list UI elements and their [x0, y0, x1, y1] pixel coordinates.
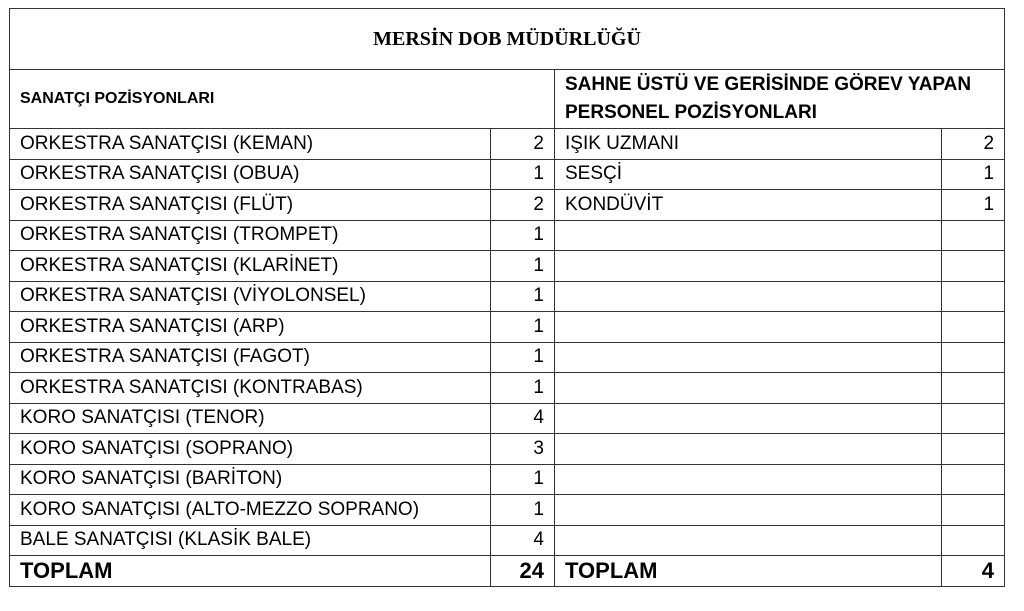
table-row	[10, 464, 1005, 495]
table-row	[10, 373, 1005, 404]
staff-position-label	[555, 495, 942, 526]
stage-staff-positions-header: SAHNE ÜSTÜ VE GERİSİNDE GÖREV YAPAN PERSONEL POZİSYONLARI	[555, 70, 1005, 129]
artist-position-count: 3	[491, 434, 555, 465]
totals-row	[10, 556, 1005, 587]
artist-total-label: TOPLAM	[10, 556, 491, 587]
artist-position-count: 1	[491, 495, 555, 526]
staff-position-count: 1	[942, 159, 1005, 190]
artist-position-count: 1	[491, 281, 555, 312]
staff-position-label	[555, 373, 942, 404]
table-row	[10, 342, 1005, 373]
artist-position-label: ORKESTRA SANATÇISI (FAGOT)	[10, 342, 491, 373]
staff-position-count	[942, 495, 1005, 526]
table-row	[10, 190, 1005, 221]
artist-position-label: ORKESTRA SANATÇISI (KONTRABAS)	[10, 373, 491, 404]
staff-position-count	[942, 281, 1005, 312]
table-title: MERSİN DOB MÜDÜRLÜĞÜ	[10, 9, 1005, 70]
staff-position-label	[555, 220, 942, 251]
artist-position-count: 1	[491, 220, 555, 251]
staff-position-label	[555, 251, 942, 282]
staff-position-count	[942, 373, 1005, 404]
artist-position-count: 4	[491, 525, 555, 556]
staff-position-count	[942, 403, 1005, 434]
artist-position-count: 1	[491, 342, 555, 373]
staff-position-count	[942, 312, 1005, 343]
artist-position-count: 4	[491, 403, 555, 434]
table-row	[10, 281, 1005, 312]
artist-position-count: 1	[491, 312, 555, 343]
staff-position-count: 2	[942, 129, 1005, 160]
positions-table	[9, 8, 1005, 587]
staff-position-count	[942, 220, 1005, 251]
artist-position-label: ORKESTRA SANATÇISI (TROMPET)	[10, 220, 491, 251]
artist-position-count: 1	[491, 251, 555, 282]
staff-total-label: TOPLAM	[555, 556, 942, 587]
staff-position-label	[555, 403, 942, 434]
artist-position-label: BALE SANATÇISI (KLASİK BALE)	[10, 525, 491, 556]
artist-position-count: 1	[491, 464, 555, 495]
artist-positions-header: SANATÇI POZİSYONLARI	[10, 70, 555, 129]
table-row	[10, 525, 1005, 556]
artist-position-label: ORKESTRA SANATÇISI (KEMAN)	[10, 129, 491, 160]
artist-position-label: ORKESTRA SANATÇISI (FLÜT)	[10, 190, 491, 221]
artist-position-label: ORKESTRA SANATÇISI (ARP)	[10, 312, 491, 343]
artist-position-label: ORKESTRA SANATÇISI (VİYOLONSEL)	[10, 281, 491, 312]
table-row	[10, 220, 1005, 251]
table-row	[10, 129, 1005, 160]
staff-position-count	[942, 525, 1005, 556]
table-row	[10, 434, 1005, 465]
table-row	[10, 495, 1005, 526]
artist-position-label: KORO SANATÇISI (TENOR)	[10, 403, 491, 434]
staff-position-count: 1	[942, 190, 1005, 221]
staff-total-value: 4	[942, 556, 1005, 587]
artist-position-count: 2	[491, 129, 555, 160]
artist-position-label: ORKESTRA SANATÇISI (OBUA)	[10, 159, 491, 190]
artist-position-count: 2	[491, 190, 555, 221]
artist-position-label: KORO SANATÇISI (ALTO-MEZZO SOPRANO)	[10, 495, 491, 526]
table-row	[10, 251, 1005, 282]
artist-position-count: 1	[491, 159, 555, 190]
artist-position-label: KORO SANATÇISI (SOPRANO)	[10, 434, 491, 465]
artist-position-label: KORO SANATÇISI (BARİTON)	[10, 464, 491, 495]
staff-position-label	[555, 434, 942, 465]
staff-position-label	[555, 464, 942, 495]
staff-position-label	[555, 281, 942, 312]
staff-position-label	[555, 525, 942, 556]
table-row	[10, 403, 1005, 434]
staff-position-label	[555, 312, 942, 343]
artist-position-count: 1	[491, 373, 555, 404]
artist-total-value: 24	[491, 556, 555, 587]
staff-position-count	[942, 434, 1005, 465]
staff-position-label: KONDÜVİT	[555, 190, 942, 221]
staff-position-count	[942, 251, 1005, 282]
staff-position-count	[942, 342, 1005, 373]
staff-position-label: IŞIK UZMANI	[555, 129, 942, 160]
artist-position-label: ORKESTRA SANATÇISI (KLARİNET)	[10, 251, 491, 282]
table-row	[10, 312, 1005, 343]
staff-position-label	[555, 342, 942, 373]
staff-position-label: SESÇİ	[555, 159, 942, 190]
staff-position-count	[942, 464, 1005, 495]
table-row	[10, 159, 1005, 190]
